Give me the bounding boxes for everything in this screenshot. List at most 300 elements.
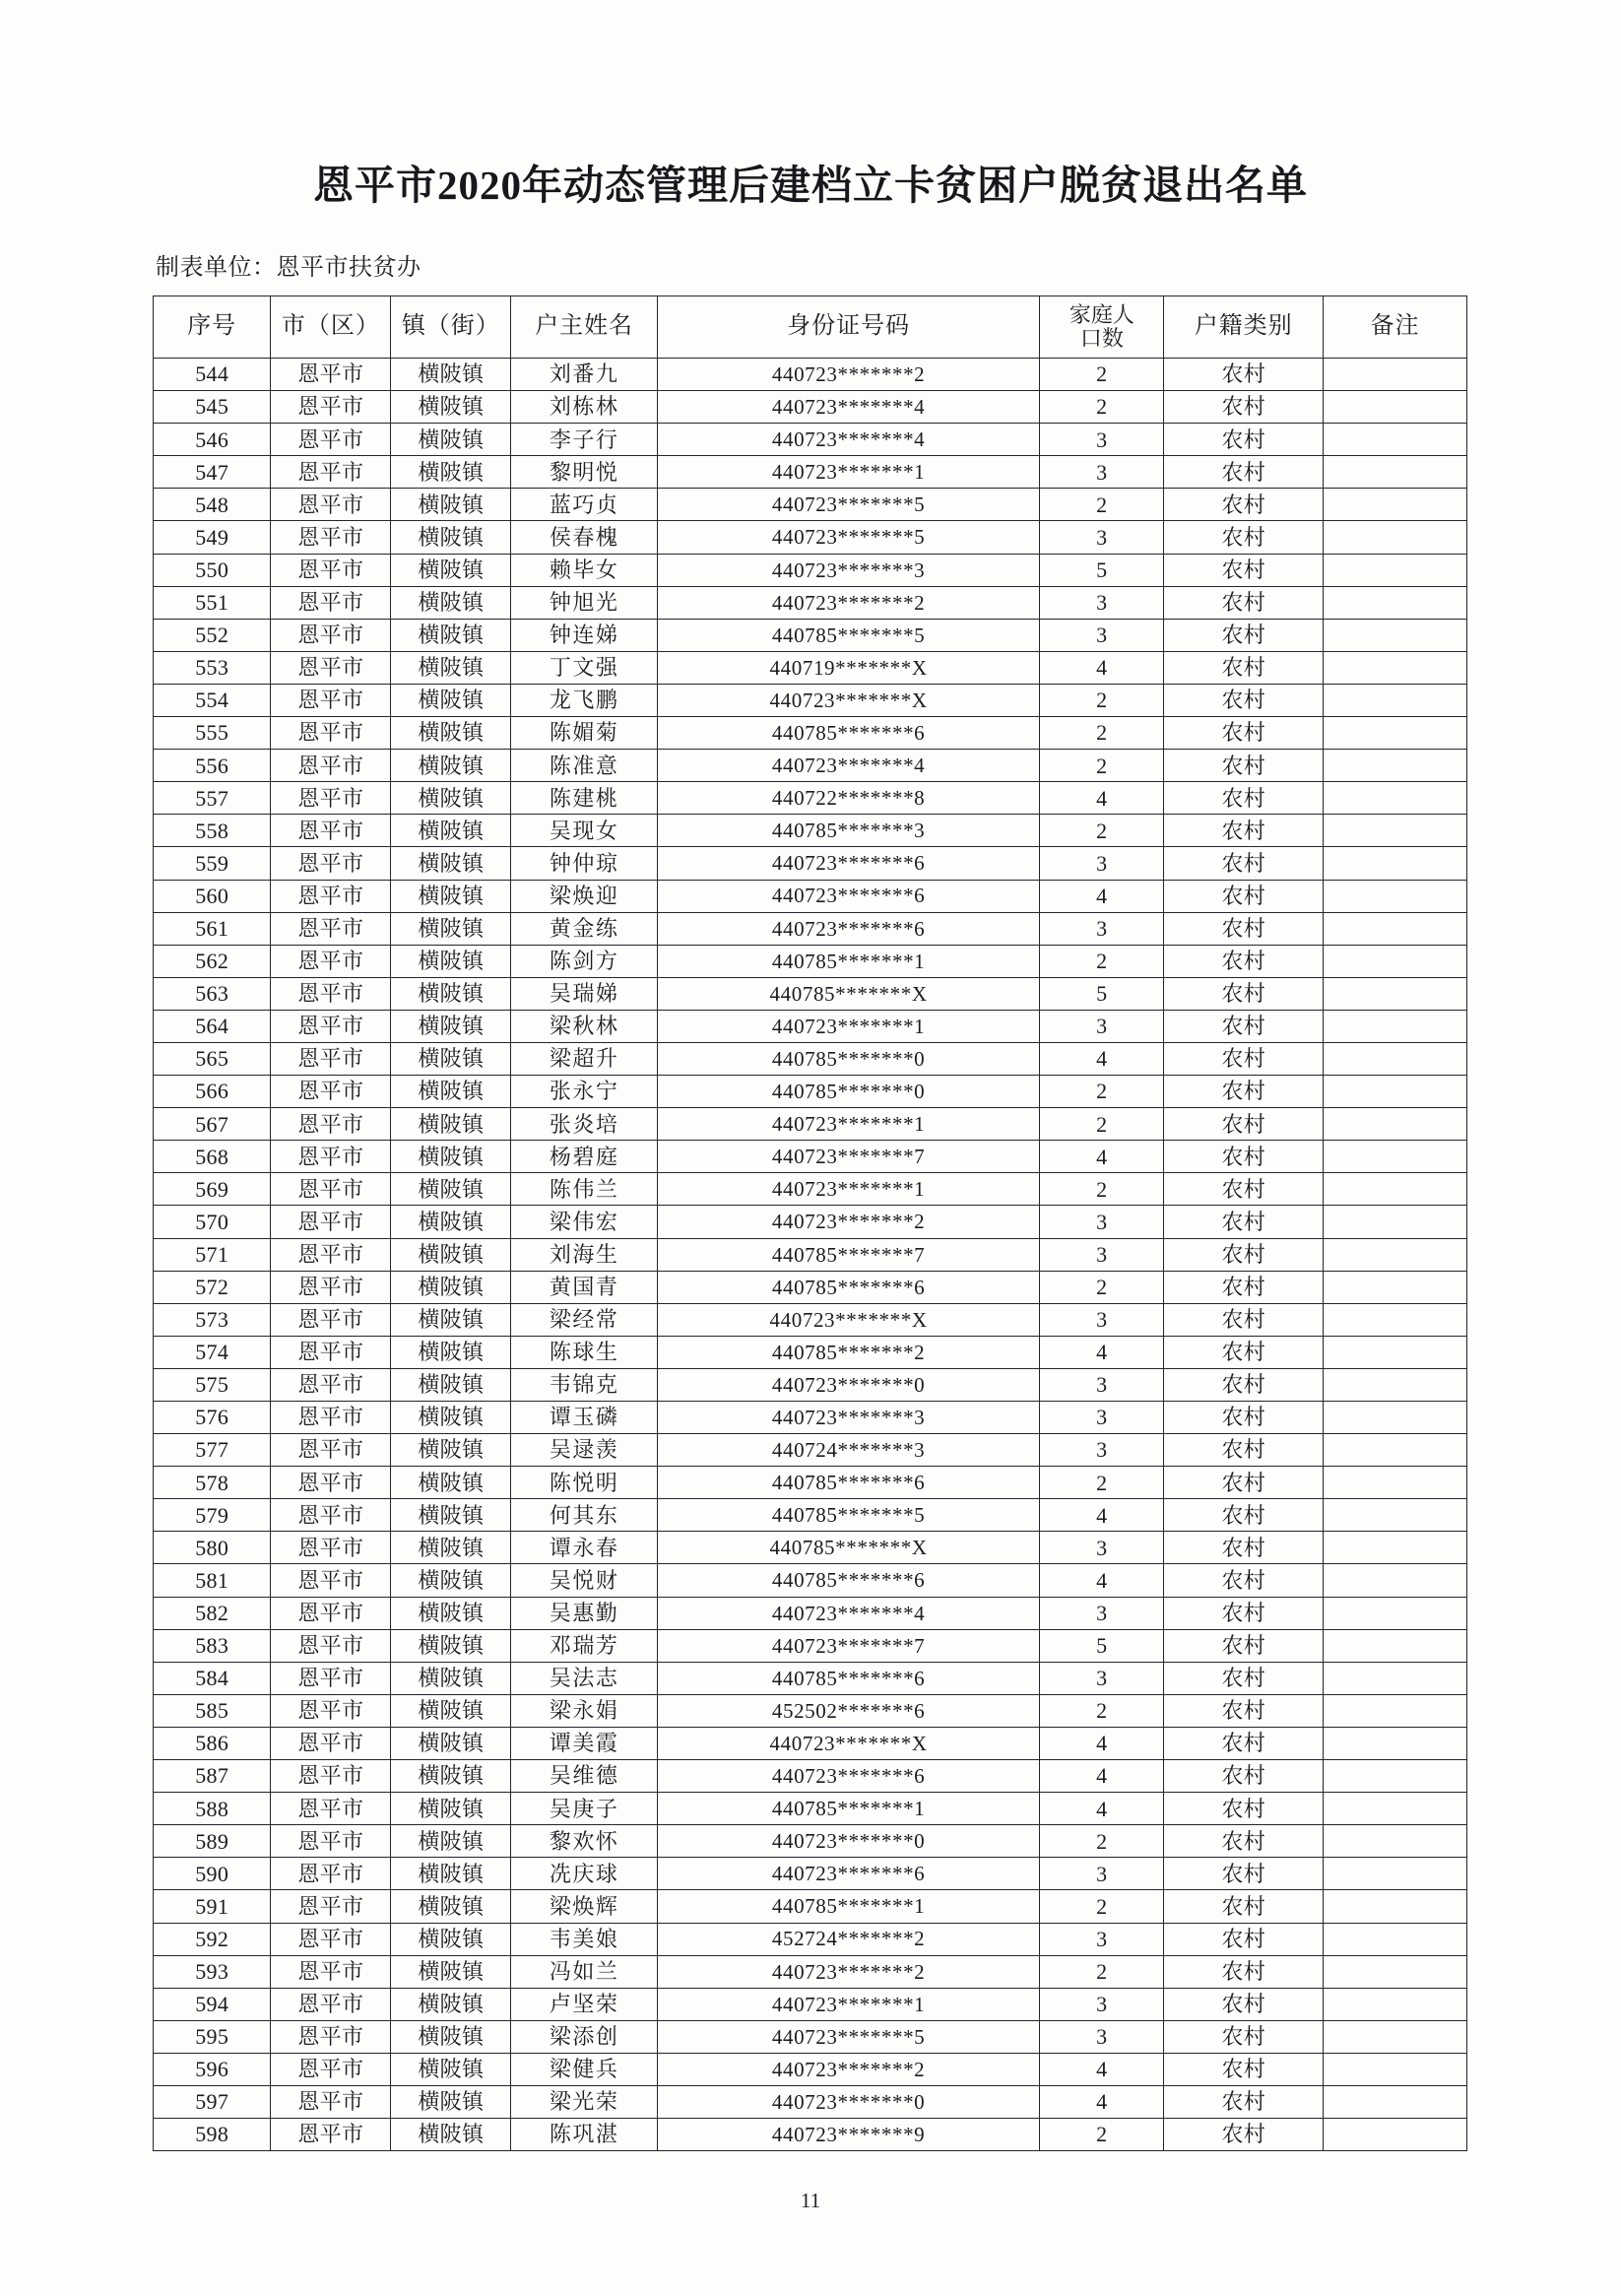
cell-city: 恩平市 xyxy=(271,880,391,912)
cell-family-size: 4 xyxy=(1040,2053,1164,2085)
cell-remark xyxy=(1324,1303,1467,1336)
cell-seq: 586 xyxy=(154,1727,271,1759)
cell-seq: 572 xyxy=(154,1271,271,1303)
cell-seq: 555 xyxy=(154,717,271,750)
cell-seq: 575 xyxy=(154,1368,271,1401)
table-row xyxy=(154,1042,1467,1075)
cell-family-size: 2 xyxy=(1040,1825,1164,1858)
cell-name: 梁焕辉 xyxy=(511,1890,658,1923)
cell-town: 横陂镇 xyxy=(391,2085,511,2118)
cell-city: 恩平市 xyxy=(271,456,391,489)
table-row xyxy=(154,1141,1467,1173)
cell-name: 吴瑞娣 xyxy=(511,977,658,1010)
cell-name: 黎明悦 xyxy=(511,456,658,489)
cell-name: 张永宁 xyxy=(511,1076,658,1108)
table-row xyxy=(154,1793,1467,1825)
cell-name: 冯如兰 xyxy=(511,1955,658,1988)
cell-town: 横陂镇 xyxy=(391,1434,511,1467)
cell-seq: 571 xyxy=(154,1238,271,1271)
cell-remark xyxy=(1324,1108,1467,1141)
cell-town: 横陂镇 xyxy=(391,717,511,750)
cell-remark xyxy=(1324,1760,1467,1793)
cell-id-number: 440723*******0 xyxy=(657,1368,1040,1401)
cell-name: 梁添创 xyxy=(511,2020,658,2053)
table-row xyxy=(154,1760,1467,1793)
cell-id-number: 440785*******6 xyxy=(657,1271,1040,1303)
cell-id-number: 440723*******2 xyxy=(657,586,1040,619)
cell-town: 横陂镇 xyxy=(391,619,511,651)
cell-household-type: 农村 xyxy=(1164,521,1324,554)
cell-remark xyxy=(1324,424,1467,456)
cell-seq: 595 xyxy=(154,2020,271,2053)
cell-id-number: 440785*******0 xyxy=(657,1076,1040,1108)
cell-city: 恩平市 xyxy=(271,1793,391,1825)
cell-city: 恩平市 xyxy=(271,619,391,651)
cell-remark xyxy=(1324,782,1467,815)
cell-id-number: 440723*******6 xyxy=(657,847,1040,880)
table-row xyxy=(154,815,1467,847)
cell-household-type: 农村 xyxy=(1164,651,1324,684)
cell-household-type: 农村 xyxy=(1164,815,1324,847)
cell-city: 恩平市 xyxy=(271,1108,391,1141)
cell-town: 横陂镇 xyxy=(391,1173,511,1206)
cell-town: 横陂镇 xyxy=(391,684,511,716)
cell-remark xyxy=(1324,619,1467,651)
column-header-seq: 序号 xyxy=(154,296,271,359)
table-row xyxy=(154,945,1467,977)
cell-name: 谭永春 xyxy=(511,1532,658,1564)
cell-town: 横陂镇 xyxy=(391,847,511,880)
table-row xyxy=(154,2085,1467,2118)
cell-city: 恩平市 xyxy=(271,977,391,1010)
column-header-family-size xyxy=(1040,296,1164,359)
cell-city: 恩平市 xyxy=(271,717,391,750)
cell-seq: 579 xyxy=(154,1499,271,1532)
cell-name: 梁秋林 xyxy=(511,1010,658,1042)
cell-household-type: 农村 xyxy=(1164,1076,1324,1108)
cell-household-type: 农村 xyxy=(1164,1662,1324,1694)
column-header-id-number: 身份证号码 xyxy=(657,296,1040,359)
cell-name: 陈巩湛 xyxy=(511,2119,658,2151)
cell-name: 谭美霞 xyxy=(511,1727,658,1759)
poverty-exit-roster-table xyxy=(153,295,1467,2151)
cell-remark xyxy=(1324,651,1467,684)
cell-city: 恩平市 xyxy=(271,1890,391,1923)
cell-name: 张炎培 xyxy=(511,1108,658,1141)
cell-remark xyxy=(1324,1727,1467,1759)
cell-household-type: 农村 xyxy=(1164,1890,1324,1923)
table-row xyxy=(154,1694,1467,1727)
cell-seq: 585 xyxy=(154,1694,271,1727)
cell-household-type: 农村 xyxy=(1164,1467,1324,1499)
cell-id-number: 440785*******X xyxy=(657,977,1040,1010)
cell-name: 陈建桃 xyxy=(511,782,658,815)
cell-family-size: 3 xyxy=(1040,1988,1164,2020)
cell-name: 陈伟兰 xyxy=(511,1173,658,1206)
cell-city: 恩平市 xyxy=(271,651,391,684)
cell-family-size: 2 xyxy=(1040,489,1164,521)
table-row xyxy=(154,456,1467,489)
cell-id-number: 440723*******1 xyxy=(657,1988,1040,2020)
cell-household-type: 农村 xyxy=(1164,359,1324,391)
cell-remark xyxy=(1324,1271,1467,1303)
cell-id-number: 440785*******2 xyxy=(657,1336,1040,1368)
cell-seq: 548 xyxy=(154,489,271,521)
cell-name: 陈媚菊 xyxy=(511,717,658,750)
cell-city: 恩平市 xyxy=(271,912,391,945)
cell-household-type: 农村 xyxy=(1164,1499,1324,1532)
cell-city: 恩平市 xyxy=(271,782,391,815)
cell-id-number: 440724*******3 xyxy=(657,1434,1040,1467)
cell-household-type: 农村 xyxy=(1164,1564,1324,1597)
cell-remark xyxy=(1324,521,1467,554)
cell-household-type: 农村 xyxy=(1164,1434,1324,1467)
cell-remark xyxy=(1324,2119,1467,2151)
cell-household-type: 农村 xyxy=(1164,717,1324,750)
cell-id-number: 440723*******2 xyxy=(657,1955,1040,1988)
cell-family-size: 4 xyxy=(1040,1499,1164,1532)
cell-id-number: 440723*******4 xyxy=(657,1597,1040,1629)
cell-name: 李子行 xyxy=(511,424,658,456)
cell-id-number: 440723*******7 xyxy=(657,1629,1040,1662)
cell-town: 横陂镇 xyxy=(391,1206,511,1238)
cell-family-size: 5 xyxy=(1040,554,1164,586)
cell-seq: 563 xyxy=(154,977,271,1010)
cell-city: 恩平市 xyxy=(271,1760,391,1793)
cell-seq: 561 xyxy=(154,912,271,945)
cell-household-type: 农村 xyxy=(1164,1532,1324,1564)
cell-family-size: 4 xyxy=(1040,2085,1164,2118)
cell-family-size: 2 xyxy=(1040,2119,1164,2151)
cell-family-size: 3 xyxy=(1040,619,1164,651)
table-row xyxy=(154,782,1467,815)
table-row xyxy=(154,489,1467,521)
cell-seq: 545 xyxy=(154,391,271,424)
cell-household-type: 农村 xyxy=(1164,1108,1324,1141)
cell-city: 恩平市 xyxy=(271,847,391,880)
cell-town: 横陂镇 xyxy=(391,1402,511,1434)
cell-city: 恩平市 xyxy=(271,1076,391,1108)
cell-id-number: 440723*******5 xyxy=(657,489,1040,521)
cell-town: 横陂镇 xyxy=(391,977,511,1010)
table-row xyxy=(154,880,1467,912)
cell-city: 恩平市 xyxy=(271,1303,391,1336)
cell-name: 刘海生 xyxy=(511,1238,658,1271)
cell-city: 恩平市 xyxy=(271,586,391,619)
cell-id-number: 440723*******5 xyxy=(657,521,1040,554)
cell-city: 恩平市 xyxy=(271,1402,391,1434)
cell-id-number: 440723*******4 xyxy=(657,750,1040,782)
cell-seq: 570 xyxy=(154,1206,271,1238)
cell-city: 恩平市 xyxy=(271,1629,391,1662)
table-row xyxy=(154,1206,1467,1238)
cell-family-size: 3 xyxy=(1040,1010,1164,1042)
cell-household-type: 农村 xyxy=(1164,391,1324,424)
table-row xyxy=(154,750,1467,782)
cell-town: 横陂镇 xyxy=(391,1271,511,1303)
cell-town: 横陂镇 xyxy=(391,1499,511,1532)
cell-family-size: 3 xyxy=(1040,1402,1164,1434)
cell-town: 横陂镇 xyxy=(391,651,511,684)
cell-city: 恩平市 xyxy=(271,1825,391,1858)
cell-household-type: 农村 xyxy=(1164,586,1324,619)
cell-seq: 581 xyxy=(154,1564,271,1597)
cell-id-number: 440785*******6 xyxy=(657,1467,1040,1499)
cell-city: 恩平市 xyxy=(271,1499,391,1532)
cell-family-size: 4 xyxy=(1040,1564,1164,1597)
cell-town: 横陂镇 xyxy=(391,1955,511,1988)
cell-name: 吴悦财 xyxy=(511,1564,658,1597)
cell-id-number: 440723*******6 xyxy=(657,912,1040,945)
cell-household-type: 农村 xyxy=(1164,1793,1324,1825)
cell-household-type: 农村 xyxy=(1164,456,1324,489)
cell-id-number: 452724*******2 xyxy=(657,1923,1040,1955)
cell-seq: 558 xyxy=(154,815,271,847)
cell-family-size: 2 xyxy=(1040,1108,1164,1141)
cell-family-size: 2 xyxy=(1040,815,1164,847)
cell-town: 横陂镇 xyxy=(391,1336,511,1368)
cell-household-type: 农村 xyxy=(1164,1727,1324,1759)
table-row xyxy=(154,1825,1467,1858)
cell-city: 恩平市 xyxy=(271,391,391,424)
cell-id-number: 440785*******6 xyxy=(657,717,1040,750)
cell-family-size: 2 xyxy=(1040,717,1164,750)
table-row xyxy=(154,1467,1467,1499)
cell-city: 恩平市 xyxy=(271,750,391,782)
cell-remark xyxy=(1324,912,1467,945)
cell-id-number: 440723*******6 xyxy=(657,880,1040,912)
cell-household-type: 农村 xyxy=(1164,1858,1324,1890)
cell-family-size: 3 xyxy=(1040,1662,1164,1694)
cell-id-number: 440723*******X xyxy=(657,1303,1040,1336)
cell-remark xyxy=(1324,489,1467,521)
cell-town: 横陂镇 xyxy=(391,1076,511,1108)
cell-remark xyxy=(1324,1499,1467,1532)
cell-town: 横陂镇 xyxy=(391,1564,511,1597)
table-row xyxy=(154,1890,1467,1923)
table-row xyxy=(154,521,1467,554)
cell-family-size: 2 xyxy=(1040,1890,1164,1923)
cell-seq: 554 xyxy=(154,684,271,716)
cell-id-number: 440785*******0 xyxy=(657,1042,1040,1075)
cell-remark xyxy=(1324,815,1467,847)
cell-remark xyxy=(1324,1141,1467,1173)
cell-family-size: 3 xyxy=(1040,456,1164,489)
cell-name: 黄金练 xyxy=(511,912,658,945)
cell-remark xyxy=(1324,1662,1467,1694)
cell-city: 恩平市 xyxy=(271,1206,391,1238)
table-row xyxy=(154,1402,1467,1434)
cell-household-type: 农村 xyxy=(1164,1760,1324,1793)
cell-city: 恩平市 xyxy=(271,1271,391,1303)
cell-remark xyxy=(1324,1076,1467,1108)
cell-town: 横陂镇 xyxy=(391,912,511,945)
table-row xyxy=(154,1597,1467,1629)
cell-seq: 551 xyxy=(154,586,271,619)
cell-town: 横陂镇 xyxy=(391,1694,511,1727)
cell-city: 恩平市 xyxy=(271,521,391,554)
cell-household-type: 农村 xyxy=(1164,1141,1324,1173)
cell-town: 横陂镇 xyxy=(391,521,511,554)
cell-household-type: 农村 xyxy=(1164,1238,1324,1271)
cell-name: 陈球生 xyxy=(511,1336,658,1368)
table-row xyxy=(154,1988,1467,2020)
cell-family-size: 3 xyxy=(1040,521,1164,554)
cell-id-number: 440785*******5 xyxy=(657,619,1040,651)
cell-town: 横陂镇 xyxy=(391,1467,511,1499)
cell-seq: 583 xyxy=(154,1629,271,1662)
cell-city: 恩平市 xyxy=(271,1042,391,1075)
table-row xyxy=(154,651,1467,684)
cell-family-size: 4 xyxy=(1040,1042,1164,1075)
cell-remark xyxy=(1324,847,1467,880)
cell-city: 恩平市 xyxy=(271,1173,391,1206)
table-row xyxy=(154,586,1467,619)
cell-household-type: 农村 xyxy=(1164,1303,1324,1336)
cell-remark xyxy=(1324,1434,1467,1467)
cell-city: 恩平市 xyxy=(271,2085,391,2118)
cell-seq: 562 xyxy=(154,945,271,977)
cell-remark xyxy=(1324,1793,1467,1825)
column-header-name: 户主姓名 xyxy=(511,296,658,359)
cell-seq: 564 xyxy=(154,1010,271,1042)
cell-city: 恩平市 xyxy=(271,1532,391,1564)
column-header-town: 镇（街） xyxy=(391,296,511,359)
cell-family-size: 3 xyxy=(1040,586,1164,619)
cell-seq: 584 xyxy=(154,1662,271,1694)
cell-city: 恩平市 xyxy=(271,424,391,456)
cell-remark xyxy=(1324,977,1467,1010)
cell-household-type: 农村 xyxy=(1164,2053,1324,2085)
cell-household-type: 农村 xyxy=(1164,2020,1324,2053)
cell-family-size: 3 xyxy=(1040,424,1164,456)
cell-family-size: 2 xyxy=(1040,945,1164,977)
cell-name: 侯春槐 xyxy=(511,521,658,554)
roster-table-container xyxy=(153,295,1467,2151)
cell-remark xyxy=(1324,1467,1467,1499)
cell-city: 恩平市 xyxy=(271,1564,391,1597)
cell-household-type: 农村 xyxy=(1164,1336,1324,1368)
cell-family-size: 4 xyxy=(1040,1760,1164,1793)
cell-id-number: 440722*******8 xyxy=(657,782,1040,815)
cell-city: 恩平市 xyxy=(271,1597,391,1629)
cell-town: 横陂镇 xyxy=(391,2020,511,2053)
cell-id-number: 440723*******3 xyxy=(657,1402,1040,1434)
cell-town: 横陂镇 xyxy=(391,1662,511,1694)
table-row xyxy=(154,847,1467,880)
cell-family-size: 2 xyxy=(1040,1271,1164,1303)
table-row xyxy=(154,1238,1467,1271)
cell-town: 横陂镇 xyxy=(391,1042,511,1075)
cell-family-size: 2 xyxy=(1040,684,1164,716)
cell-remark xyxy=(1324,1629,1467,1662)
cell-town: 横陂镇 xyxy=(391,424,511,456)
cell-town: 横陂镇 xyxy=(391,391,511,424)
table-row xyxy=(154,359,1467,391)
table-row xyxy=(154,2119,1467,2151)
table-body xyxy=(154,359,1467,2151)
cell-id-number: 440785*******6 xyxy=(657,1564,1040,1597)
cell-town: 横陂镇 xyxy=(391,1629,511,1662)
cell-remark xyxy=(1324,1890,1467,1923)
cell-town: 横陂镇 xyxy=(391,1303,511,1336)
cell-household-type: 农村 xyxy=(1164,782,1324,815)
cell-id-number: 440723*******7 xyxy=(657,1141,1040,1173)
cell-name: 韦美娘 xyxy=(511,1923,658,1955)
cell-city: 恩平市 xyxy=(271,2020,391,2053)
cell-town: 横陂镇 xyxy=(391,456,511,489)
cell-town: 横陂镇 xyxy=(391,750,511,782)
table-row xyxy=(154,1923,1467,1955)
cell-household-type: 农村 xyxy=(1164,424,1324,456)
cell-id-number: 440723*******X xyxy=(657,1727,1040,1759)
cell-family-size: 2 xyxy=(1040,391,1164,424)
cell-seq: 559 xyxy=(154,847,271,880)
cell-seq: 544 xyxy=(154,359,271,391)
cell-household-type: 农村 xyxy=(1164,1368,1324,1401)
cell-remark xyxy=(1324,456,1467,489)
column-header-city: 市（区） xyxy=(271,296,391,359)
cell-name: 丁文强 xyxy=(511,651,658,684)
cell-household-type: 农村 xyxy=(1164,619,1324,651)
cell-city: 恩平市 xyxy=(271,1336,391,1368)
cell-id-number: 440723*******2 xyxy=(657,2053,1040,2085)
table-row xyxy=(154,1629,1467,1662)
cell-city: 恩平市 xyxy=(271,1238,391,1271)
table-row xyxy=(154,1271,1467,1303)
table-header-row xyxy=(154,296,1467,359)
cell-city: 恩平市 xyxy=(271,1923,391,1955)
cell-id-number: 440723*******1 xyxy=(657,456,1040,489)
table-row xyxy=(154,1076,1467,1108)
cell-household-type: 农村 xyxy=(1164,2119,1324,2151)
cell-name: 钟旭光 xyxy=(511,586,658,619)
cell-name: 吴现女 xyxy=(511,815,658,847)
table-row xyxy=(154,1303,1467,1336)
cell-city: 恩平市 xyxy=(271,1955,391,1988)
cell-remark xyxy=(1324,1402,1467,1434)
cell-family-size: 3 xyxy=(1040,1858,1164,1890)
cell-family-size: 3 xyxy=(1040,1206,1164,1238)
table-row xyxy=(154,977,1467,1010)
cell-seq: 569 xyxy=(154,1173,271,1206)
cell-name: 梁健兵 xyxy=(511,2053,658,2085)
cell-name: 梁伟宏 xyxy=(511,1206,658,1238)
cell-town: 横陂镇 xyxy=(391,1238,511,1271)
cell-family-size: 5 xyxy=(1040,977,1164,1010)
cell-remark xyxy=(1324,1206,1467,1238)
table-row xyxy=(154,1434,1467,1467)
cell-name: 吴惠勤 xyxy=(511,1597,658,1629)
compiling-unit-label: 制表单位：恩平市扶贫办 xyxy=(156,255,421,281)
cell-town: 横陂镇 xyxy=(391,586,511,619)
cell-family-size: 2 xyxy=(1040,359,1164,391)
cell-household-type: 农村 xyxy=(1164,1988,1324,2020)
cell-id-number: 440785*******6 xyxy=(657,1662,1040,1694)
table-row xyxy=(154,1108,1467,1141)
cell-name: 杨碧庭 xyxy=(511,1141,658,1173)
cell-seq: 592 xyxy=(154,1923,271,1955)
cell-id-number: 440785*******X xyxy=(657,1532,1040,1564)
cell-id-number: 440785*******7 xyxy=(657,1238,1040,1271)
cell-household-type: 农村 xyxy=(1164,1206,1324,1238)
cell-city: 恩平市 xyxy=(271,1694,391,1727)
cell-town: 横陂镇 xyxy=(391,815,511,847)
cell-remark xyxy=(1324,2020,1467,2053)
cell-name: 赖毕女 xyxy=(511,554,658,586)
cell-name: 谭玉磷 xyxy=(511,1402,658,1434)
cell-city: 恩平市 xyxy=(271,554,391,586)
